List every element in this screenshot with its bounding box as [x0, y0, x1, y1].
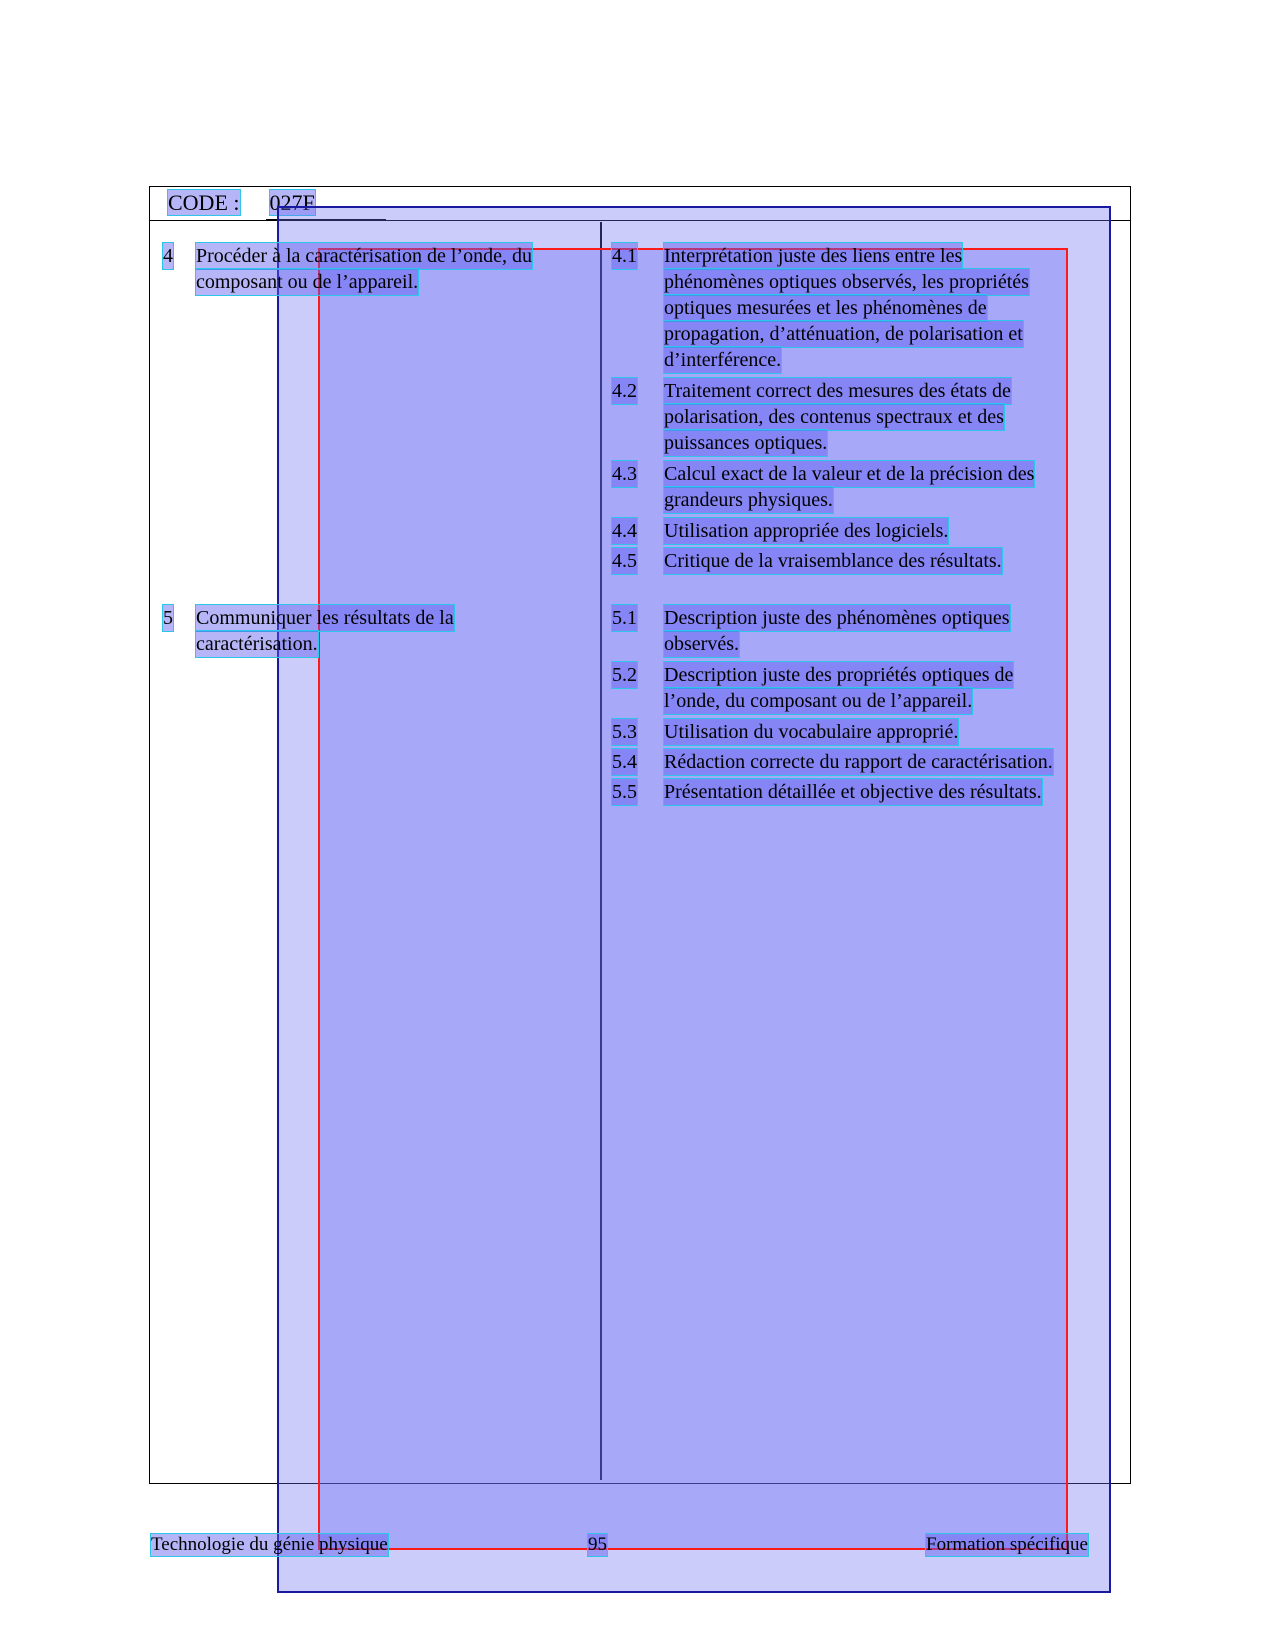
criterion-line: puissances optiques. [664, 432, 828, 454]
criterion-number: 4.2 [612, 380, 637, 402]
left-item-line: Procéder à la caractérisation de l’onde, du [196, 245, 532, 267]
criterion-line: Rédaction correcte du rapport de caractérisation. [664, 751, 1053, 773]
left-item-line: Communiquer les résultats de la [196, 607, 454, 629]
criterion-number: 5.3 [612, 721, 637, 743]
criterion-line: polarisation, des contenus spectraux et des [664, 406, 1004, 428]
left-item-line: caractérisation. [196, 633, 318, 655]
criterion-line: propagation, d’atténuation, de polarisation et [664, 323, 1023, 345]
criterion-line: optiques mesurées et les phénomènes de [664, 297, 987, 319]
criterion-number: 5.1 [612, 607, 637, 629]
criterion-number: 4.3 [612, 463, 637, 485]
criterion-line: grandeurs physiques. [664, 489, 833, 511]
criterion-line: Utilisation appropriée des logiciels. [664, 520, 949, 542]
criterion-number: 5.2 [612, 664, 637, 686]
criterion-line: Calcul exact de la valeur et de la précision des [664, 463, 1035, 485]
criterion-number: 5.4 [612, 751, 637, 773]
left-item-number: 5 [163, 607, 173, 629]
criterion-line: Description juste des phénomènes optiques [664, 607, 1010, 629]
criterion-number: 5.5 [612, 781, 637, 803]
criterion-number: 4.4 [612, 520, 637, 542]
criterion-line: Critique de la vraisemblance des résultats. [664, 550, 1002, 572]
criterion-line: Interprétation juste des liens entre les [664, 245, 963, 267]
criterion-line: Utilisation du vocabulaire approprié. [664, 721, 959, 743]
criterion-line: d’interférence. [664, 349, 782, 371]
left-item-number: 4 [163, 245, 173, 267]
criterion-line: Présentation détaillée et objective des résultats. [664, 781, 1042, 803]
criterion-line: Description juste des propriétés optiques de [664, 664, 1014, 686]
left-item-line: composant ou de l’appareil. [196, 271, 419, 293]
footer-page-number: 95 [588, 1534, 607, 1555]
criterion-number: 4.1 [612, 245, 637, 267]
criterion-number: 4.5 [612, 550, 637, 572]
criterion-line: phénomènes optiques observés, les propriétés [664, 271, 1029, 293]
code-value: 027F [269, 190, 315, 215]
criterion-line: observés. [664, 633, 739, 655]
footer-left: Technologie du génie physique [151, 1534, 388, 1555]
footer-right: Formation spécifique [926, 1534, 1088, 1555]
criterion-line: Traitement correct des mesures des états de [664, 380, 1011, 402]
criterion-line: l’onde, du composant ou de l’appareil. [664, 690, 973, 712]
code-label: CODE : [168, 190, 240, 215]
